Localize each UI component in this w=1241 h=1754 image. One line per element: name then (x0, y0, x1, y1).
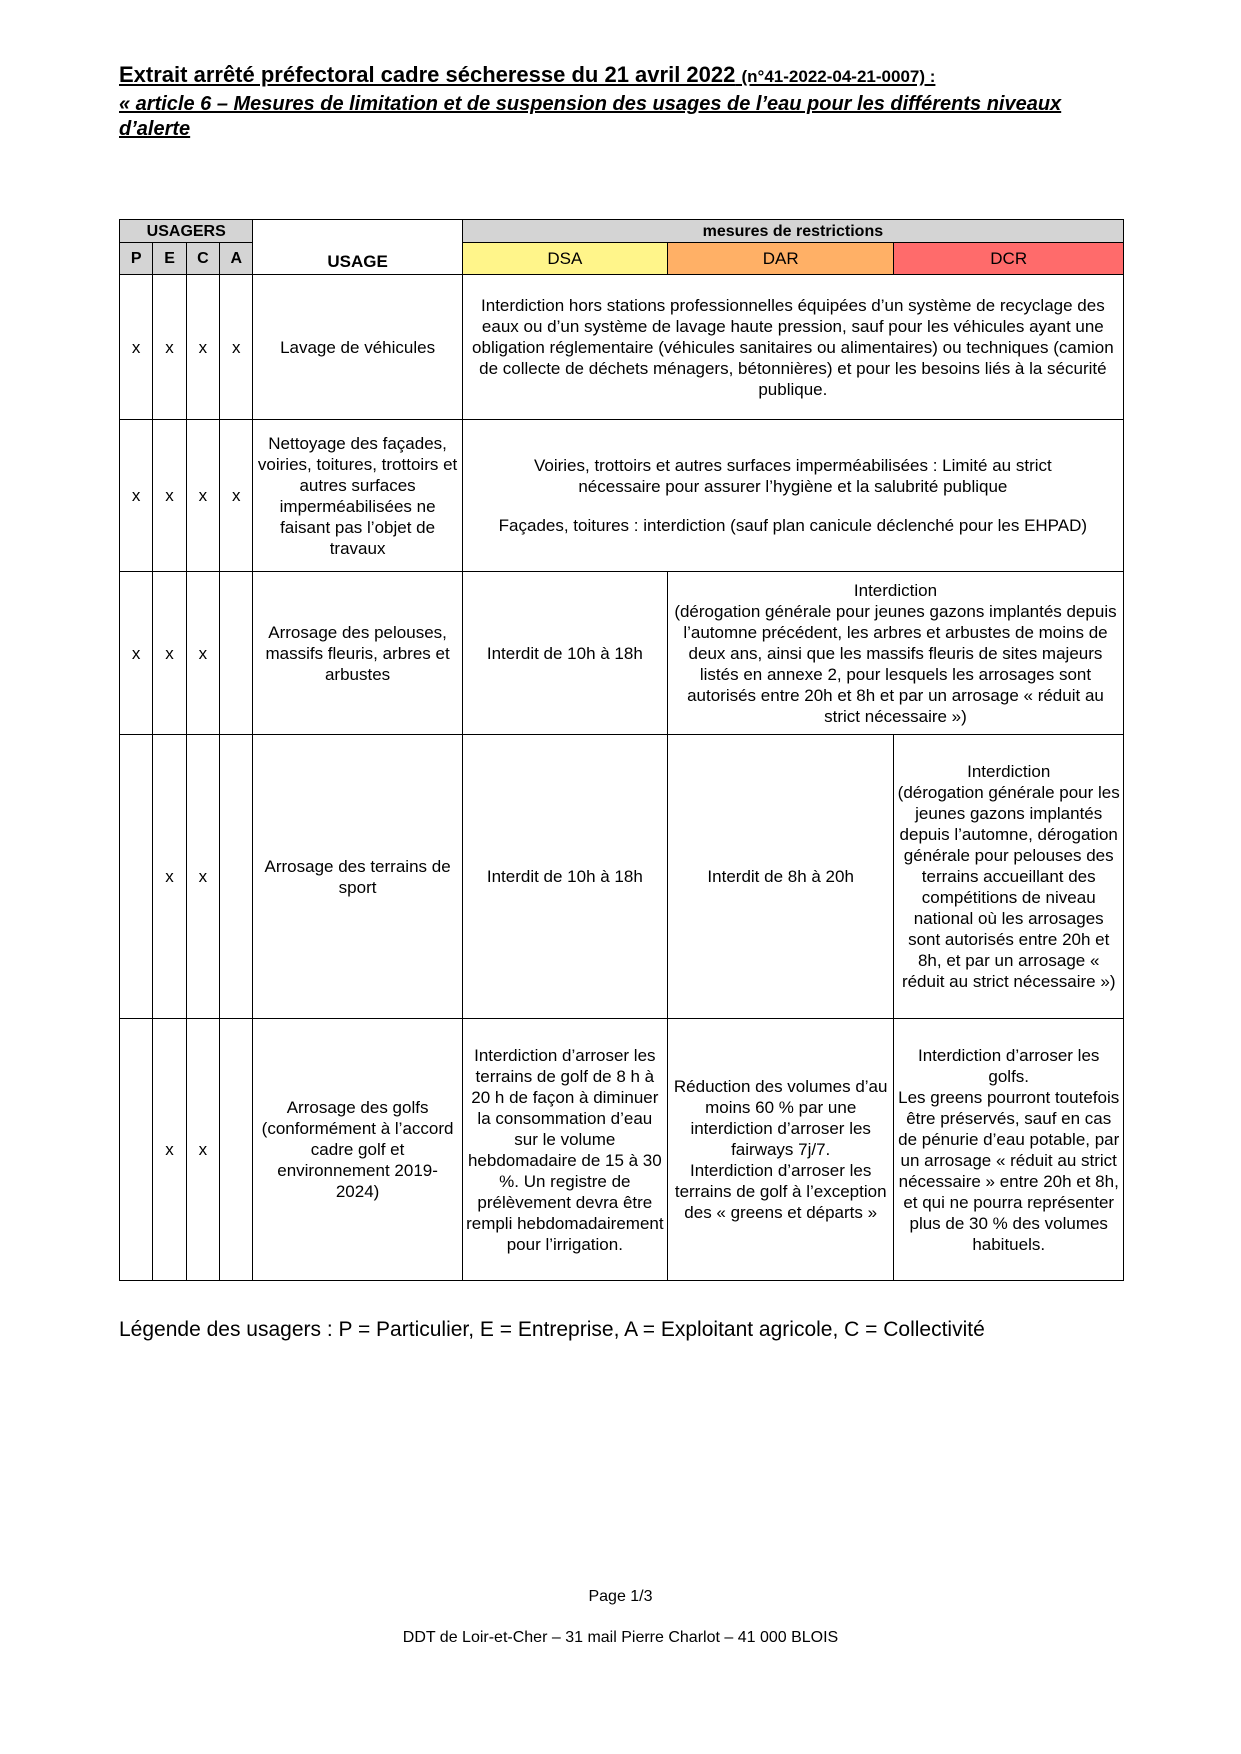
user-col-c: C (186, 243, 219, 275)
mark-c: x (186, 735, 219, 1019)
mark-e: x (153, 1019, 186, 1281)
measure-dcr (894, 1019, 1124, 1281)
user-legend: Légende des usagers : P = Particulier, E = Entreprise, A = Exploitant agricole, C = Collectivité (119, 1318, 985, 1341)
mark-a (220, 1019, 253, 1281)
measure-paragraph: Les greens pourront toutefois être préservés, sauf en cas de pénurie d’eau potable, par un arrosage « réduit au strict nécessaire » entre 20h et 8h, et qui ne pourra représenter plus de 30 % des volumes habituels. (898, 1087, 1120, 1254)
measure-paragraph: (dérogation générale pour les jeunes gazons implantés depuis l’automne, dérogation générale pour pelouses des terrains accueillant des compétitions de niveau national où les arrosages sont autorisés entre 20h et 8h, et par un arrosage « réduit au strict nécessaire ») (897, 783, 1120, 991)
usagers-header: USAGERS (120, 220, 253, 243)
measure-paragraph: Interdiction d’arroser les golfs. (918, 1045, 1100, 1086)
mark-a (220, 572, 253, 735)
restrictions-table (119, 219, 1124, 1281)
mark-e: x (153, 420, 186, 572)
table-row (120, 275, 1124, 420)
mark-e: x (153, 275, 186, 420)
user-col-e: E (153, 243, 186, 275)
measure-dsa: Interdit de 10h à 18h (462, 572, 667, 735)
page-number: Page 1/3 (588, 1588, 653, 1605)
table-row (120, 735, 1124, 1019)
title-text: Extrait arrêté préfectoral cadre sécheresse du 21 avril 2022 (119, 62, 736, 87)
paragraph-spacer (493, 497, 1093, 515)
mesures-header: mesures de restrictions (462, 220, 1123, 243)
level-dar-header: DAR (667, 243, 893, 275)
mark-p (120, 735, 153, 1019)
mark-c: x (186, 1019, 219, 1281)
document-title (119, 62, 1129, 90)
mark-a: x (220, 420, 253, 572)
header-row-1 (120, 220, 1124, 243)
table-row (120, 572, 1124, 735)
mark-c: x (186, 275, 219, 420)
measure-paragraph: (dérogation générale pour jeunes gazons implantés depuis l’automne précédent, les arbres et arbustes de moins de deux ans, ainsi que les massifs fleuris de sites majeurs listés en annexe 2, pour lesquels les arrosages sont autorisés entre 20h et 8h et par un arrosage « réduit au strict nécessaire ») (674, 601, 1117, 726)
measure-title: Interdiction (967, 762, 1051, 781)
measure-title: Interdiction (853, 580, 938, 600)
measure-paragraph: Réduction des volumes d’au moins 60 % par une interdiction d’arroser les fairways 7j/7. (673, 1077, 888, 1159)
usage-cell: Lavage de véhicules (253, 275, 462, 420)
measure-paragraph: Interdiction d’arroser les terrains de golf à l’exception des « greens et départs » (674, 1161, 887, 1222)
mark-e: x (153, 572, 186, 735)
mark-e: x (153, 735, 186, 1019)
measure-dar: Interdit de 8h à 20h (667, 735, 893, 1019)
measure-paragraph: Façades, toitures : interdiction (sauf plan canicule déclenché pour les EHPAD) (498, 516, 1088, 535)
measure-all-levels: Interdiction hors stations professionnelles équipées d’un système de recyclage des eaux ou d’un système de lavage haute pression, sauf pour les véhicules ayant une obligation réglementaire (véhicules sanitaires ou alimentaires) ou techniques (camion de collecte de déchets ménagers, bétonnières) et pour les besoins liés à la sécurité publique. (462, 275, 1123, 420)
footer-address: DDT de Loir-et-Cher – 31 mail Pierre Charlot – 41 000 BLOIS (402, 1629, 839, 1646)
mark-p: x (120, 420, 153, 572)
user-col-p: P (120, 243, 153, 275)
mark-p (120, 1019, 153, 1281)
mark-a (220, 735, 253, 1019)
measure-dar (667, 1019, 893, 1281)
mark-c: x (186, 420, 219, 572)
usage-cell: Arrosage des terrains de sport (253, 735, 462, 1019)
mark-p: x (120, 572, 153, 735)
mark-p: x (120, 275, 153, 420)
measure-dsa: Interdit de 10h à 18h (462, 735, 667, 1019)
usage-cell: Arrosage des pelouses, massifs fleuris, arbres et arbustes (253, 572, 462, 735)
measure-paragraph: Voiries, trottoirs et autres surfaces imperméabilisées : Limité au strict nécessaire pour assurer l’hygiène et la salubrité publique (533, 456, 1052, 496)
usage-cell: Nettoyage des façades, voiries, toitures, trottoirs et autres surfaces imperméabilisées ne faisant pas l’objet de travaux (253, 420, 462, 572)
usage-cell: Arrosage des golfs (conformément à l’accord cadre golf et environnement 2019-2024) (253, 1019, 462, 1281)
level-dsa-header: DSA (462, 243, 667, 275)
table-row (120, 420, 1124, 572)
user-col-a: A (220, 243, 253, 275)
table-row (120, 1019, 1124, 1281)
measure-dsa: Interdiction d’arroser les terrains de golf de 8 h à 20 h de façon à diminuer la consommation d’eau sur le volume hebdomadaire de 15 à 30 %. Un registre de prélèvement devra être rempli hebdomadairement pour l’irrigation. (462, 1019, 667, 1281)
mark-a: x (220, 275, 253, 420)
measure-all-levels (462, 420, 1123, 572)
level-dcr-header: DCR (894, 243, 1124, 275)
usage-header: USAGE (253, 220, 462, 275)
measure-dcr (894, 735, 1124, 1019)
measure-dar-dcr (667, 572, 1123, 735)
title-reference: (n°41-2022-04-21-0007) : (741, 67, 936, 86)
mark-c: x (186, 572, 219, 735)
article-subtitle: « article 6 – Mesures de limitation et de suspension des usages de l’eau pour les différents niveaux d’alerte (119, 93, 1062, 140)
